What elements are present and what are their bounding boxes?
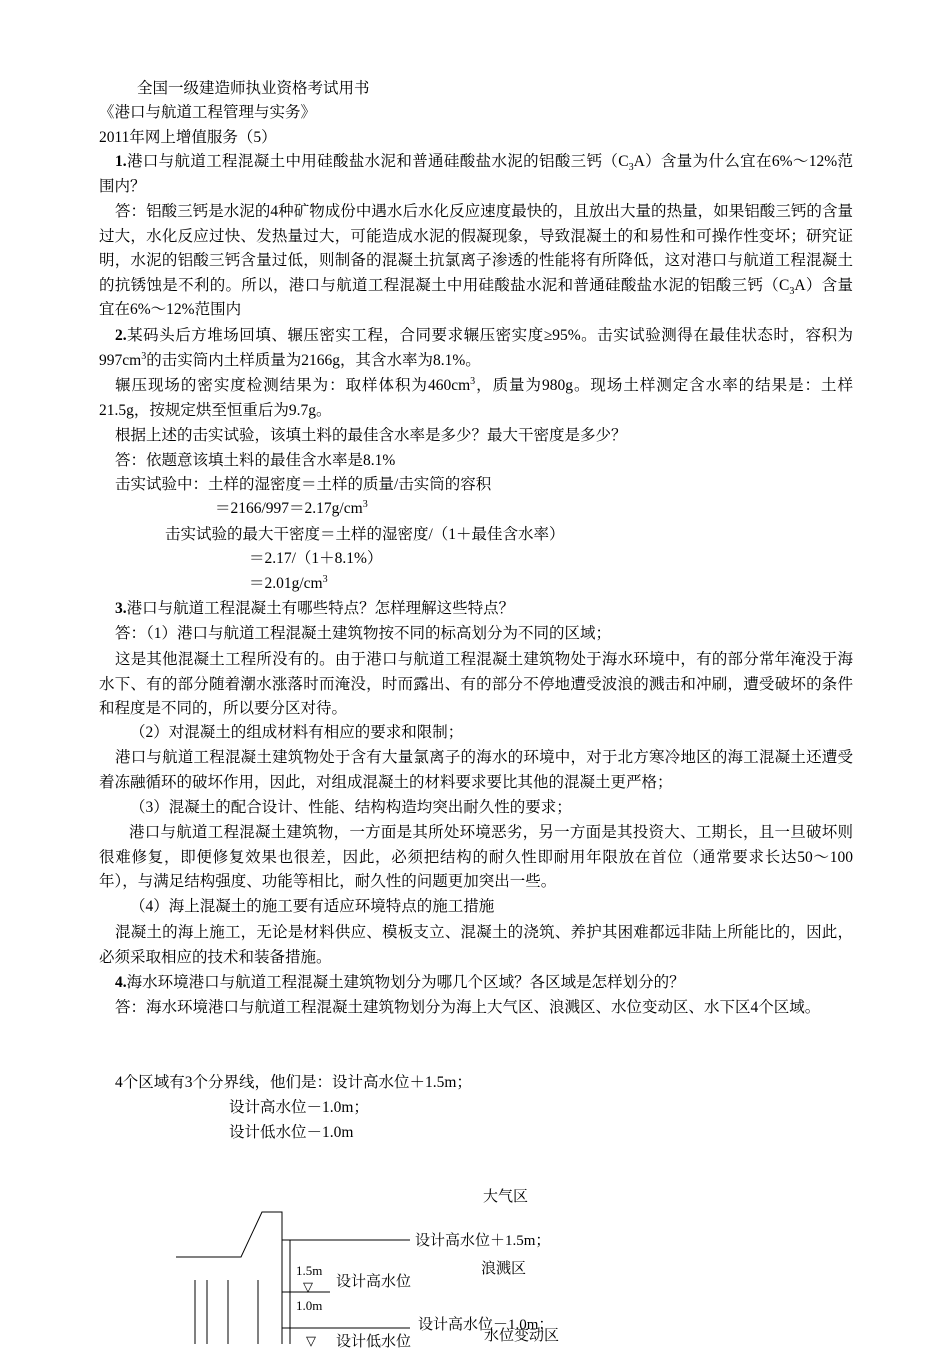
answer-3-item4-body: 混凝土的海上施工，无论是材料供应、模板支立、混凝土的浇筑、养护其困难都远非陆上所能比的，因此，必须采取相应的技术和装备措施。 xyxy=(99,924,853,966)
boundary-line-3: 设计低水位－1.0m xyxy=(229,1124,354,1141)
dimension-label-1: 1.5m xyxy=(296,1263,323,1278)
dimension-label-2: 1.0m xyxy=(296,1298,323,1313)
answer-3-item2-body: 港口与航道工程混凝土建筑物处于含有大量氯离子的海水的环境中，对于北方寒冷地区的海工混凝土还遭受着冻融循环的破坏作用，因此，对组成混凝土的材料要求要比其他的混凝土更严格； xyxy=(99,749,853,791)
superscript: 3 xyxy=(470,375,476,387)
question-number: 2. xyxy=(115,327,127,344)
answer-2-line5: ＝2.17/（1＋8.1%） xyxy=(249,550,383,567)
question-number: 4. xyxy=(115,974,127,991)
answer-3-item3-body: 港口与航道工程混凝土建筑物，一方面是其所处环境恶劣，另一方面是其投资大、工期长，且一旦破坏则很难修复，即便修复效果也很差，因此，必须把结构的耐久性即耐用年限放在首位（通常要求长达50～100年），与满足结构强度、功能等相比，耐久性的问题更加突出一些。 xyxy=(99,824,853,890)
level-label-top: 设计高水位＋1.5m； xyxy=(415,1233,551,1249)
subscript: 3 xyxy=(789,285,795,297)
subscript: 3 xyxy=(628,162,634,174)
answer-4: 答：海水环境港口与航道工程混凝土建筑物划分为海上大气区、浪溅区、水位变动区、水下区4个区域。 xyxy=(115,999,821,1016)
boundary-line-2: 设计高水位－1.0m； xyxy=(229,1099,369,1116)
low-water-label: 设计低水位 xyxy=(336,1334,412,1350)
formula-text: ＝2.01g/cm xyxy=(249,575,323,592)
book-title: 《港口与航道工程管理与实务》 xyxy=(99,104,317,121)
answer-3-item3: （3）混凝土的配合设计、性能、结构构造均突出耐久性的要求； xyxy=(130,799,572,816)
answer-2-line4: 击实试验的最大干密度＝土样的湿密度/（1＋最佳含水率） xyxy=(165,526,565,543)
structure-outline xyxy=(176,1212,282,1344)
high-water-label: 设计高水位 xyxy=(336,1274,412,1290)
answer-2-line2: 击实试验中：土样的湿密度＝土样的质量/击实筒的容积 xyxy=(115,476,492,493)
paragraph-text-cont: ，质量为980g。现场土样测定含水率的结果是：土样21.5g，按规定烘至恒重后为9.7g。 xyxy=(99,377,853,419)
question-number: 1. xyxy=(115,153,127,170)
low-water-triangle-icon: ▽ xyxy=(306,1333,316,1348)
water-level-triangle-icon: ▽ xyxy=(303,1279,313,1294)
question-text: 港口与航道工程混凝土中用硅酸盐水泥和普通硅酸盐水泥的铝酸三钙（C xyxy=(126,153,629,170)
superscript: 3 xyxy=(141,350,147,362)
paragraph-text: 辗压现场的密实度检测结果为：取样体积为460cm xyxy=(115,377,471,394)
boundary-line-1: 4个区域有3个分界线，他们是：设计高水位＋1.5m； xyxy=(115,1074,472,1091)
superscript: 3 xyxy=(322,573,328,585)
answer-3-item1: 答：（1）港口与航道工程混凝土建筑物按不同的标高划分为不同的区域； xyxy=(115,625,612,642)
answer-2-line1: 答：依题意该填土料的最佳含水率是8.1% xyxy=(115,452,396,469)
answer-3-item2: （2）对混凝土的组成材料有相应的要求和限制； xyxy=(130,724,464,741)
question-text: 某码头后方堆场回填、辗压密实工程，合同要求辗压密实度≥95%。击实试验测得在最佳状态时，容积为997cm xyxy=(99,327,853,369)
answer-text-cont: A）含量宜在6%～12%范围内 xyxy=(99,276,853,318)
zone-label-atmosphere: 大气区 xyxy=(483,1189,529,1205)
zone-label-splash: 浪溅区 xyxy=(481,1261,527,1277)
question-2-ask: 根据上述的击实试验，该填土料的最佳含水率是多少？最大干密度是多少？ xyxy=(115,427,627,444)
service-title: 2011年网上增值服务（5） xyxy=(99,129,277,146)
answer-3-item1-body: 这是其他混凝土工程所没有的。由于港口与航道工程混凝土建筑物处于海水环境中，有的部分常年淹没于海水下、有的部分随着潮水涨落时而淹没，时而露出、有的部分不停地遭受波浪的溅击和冲刷，遭受破坏的条件和程度是不同的，所以要分区对待。 xyxy=(99,651,853,717)
question-text: 港口与航道工程混凝土有哪些特点？怎样理解这些特点？ xyxy=(126,600,515,617)
answer-3-item4: （4）海上混凝土的施工要有适应环境特点的施工措施 xyxy=(130,898,495,915)
level-label-mid: 设计高水位－1.0m； xyxy=(418,1317,554,1333)
book-series-title: 全国一级建造师执业资格考试用书 xyxy=(137,80,370,97)
formula-text: ＝2166/997＝2.17g/cm xyxy=(215,500,363,517)
answer-text: 答：铝酸三钙是水泥的4种矿物成份中遇水后水化反应速度最快的，且放出大量的热量，如果铝酸三钙的含量过大，水化反应过快、发热量过大，可能造成水泥的假凝现象，导致混凝土的和易性和可操作性变坏；研究证明，水泥的铝酸三钙含量过低，则制备的混凝土抗氯离子渗透的性能将有所降低，这对港口与航道工程混凝土的抗锈蚀是不利的。所以，港口与航道工程混凝土中用硅酸盐水泥和普通硅酸盐水泥的铝酸三钙（C xyxy=(99,203,853,294)
question-number: 3. xyxy=(115,600,127,617)
question-text-cont: A）含量为什么宜在6%～12%范围内？ xyxy=(99,153,853,195)
zone-label-tidal: 水位变动区 xyxy=(484,1328,560,1344)
question-text-cont: 的击实筒内土样质量为2166g，其含水率为8.1%。 xyxy=(146,351,481,369)
superscript: 3 xyxy=(362,498,368,510)
question-text: 海水环境港口与航道工程混凝土建筑物划分为哪几个区域？各区域是怎样划分的？ xyxy=(126,974,685,991)
